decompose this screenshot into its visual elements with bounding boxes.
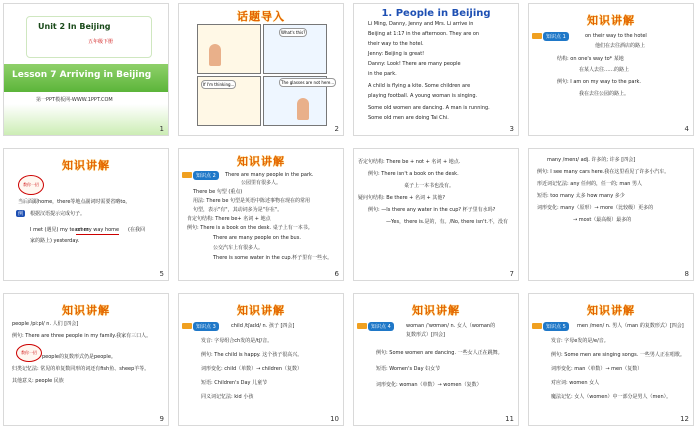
key-phrase-cn: 他们在去往酒店的路上 [595, 43, 646, 49]
text-line: 其他意义: people 民族 [12, 378, 64, 384]
slide-title: 知识讲解 [237, 155, 285, 168]
text-line: 同义词记忆法: kid 小孩 [201, 394, 254, 400]
slide-11[interactable] [353, 293, 519, 426]
text-line: There is some water in the cup.杯子里有一些水。 [213, 255, 333, 261]
text-line: 词形变化: man（单数）→ men（复数） [551, 366, 643, 372]
text-line: 我在去往公园的路上。 [579, 91, 630, 97]
exercise-text: I met (遇见) my teacher [30, 227, 89, 233]
text-line: 例句: I see many cars here.我在这里看见了许多小汽车。 [537, 169, 670, 175]
kid-figure-icon [297, 98, 309, 120]
point-tag: 知识点 4 [368, 322, 394, 331]
tip-text: people的复数形式仍是people。 [42, 354, 116, 360]
tip-badge: 教你一招 [16, 344, 42, 362]
slide-12[interactable] [528, 293, 694, 426]
text-line: 归类记忆法: 常见的单复数同形的词还有fish鱼、sheep羊等。 [12, 366, 150, 372]
key-phrase: on their way to the hotel [585, 33, 647, 39]
slide-9[interactable] [3, 293, 169, 426]
text-line: 桌子上一本书也没有。 [404, 183, 455, 189]
grass-footer [4, 104, 169, 136]
text-line: Danny: Look! There are many people [368, 61, 461, 67]
text-line: 例句: Some women are dancing. 一些女人正在跳舞。 [376, 350, 503, 356]
slide-title: 1. People in Beijing [381, 8, 491, 19]
speech-bubble-1: If I'm thinking... [203, 82, 235, 87]
slide-10[interactable] [178, 293, 344, 426]
slide-4[interactable] [528, 3, 694, 136]
slide-number: 10 [330, 415, 339, 423]
slide-3[interactable] [353, 3, 519, 136]
text-line: Li Ming, Danny, Jenny and Mrs. Li arrive in [368, 21, 474, 27]
slide-number: 3 [509, 125, 514, 133]
text-line: 例句: The child is happy. 这个孩子很高兴。 [201, 352, 303, 358]
text-line: 在某人去往……的路上 [579, 67, 630, 73]
text-line: 例句: Some men are singing songs. 一些男人正在唱歌。 [551, 352, 685, 358]
slide-number: 8 [684, 270, 689, 278]
exercise-text: (在我回 [128, 227, 145, 233]
instruction: 根据汉语提示完成句子。 [30, 211, 86, 217]
text-line: 对应词: women 女人 [551, 380, 600, 386]
text-line: → most（最高级）最多的 [573, 217, 632, 223]
text-line: 否定句结构: There be + not + 名词 + 地点. [358, 159, 461, 165]
speech-bubble-2: The glasses are not here... [281, 80, 335, 85]
slide-number: 4 [684, 125, 689, 133]
kid-figure-icon [209, 44, 221, 66]
unit-title: Unit 2 In Beijing [38, 22, 111, 31]
text-line: 结构: on one's way to* 某地 [557, 56, 624, 62]
text-line: 词形变化: many（原形）→ more（比较级）更多的 [537, 205, 654, 211]
text-line: 例句: There are three people in my family.我家有三口人。 [12, 333, 152, 339]
text-line: 形近词记忆法: any 任何的，任一的; man 男人 [537, 181, 643, 187]
slide-number: 7 [509, 270, 514, 278]
slide-title: 知识讲解 [62, 159, 110, 172]
text-line: 短语: Women's Day 妇女节 [376, 366, 441, 372]
pencil-icon [532, 323, 542, 329]
text-line: Some old men are doing Tai Chi. [368, 115, 449, 121]
point-tag: 知识点 1 [543, 32, 569, 41]
text-line: 公交汽车上有很多人。 [213, 245, 264, 251]
slide-8[interactable] [528, 148, 694, 281]
grade-label: 五年级下册 [88, 39, 114, 45]
slide-title: 知识讲解 [587, 14, 635, 27]
point-tag: 知识点 3 [193, 322, 219, 331]
slide-number: 6 [334, 270, 339, 278]
text-line: 句型，表示"有"，其动词多为是"存在"。 [193, 207, 283, 213]
slide-6[interactable] [178, 148, 344, 281]
slide-number: 9 [159, 415, 164, 423]
text-line: 词形变化: woman（单数）→ women（复数） [376, 382, 482, 388]
grammar-label: There be 句型 (重点) [193, 189, 243, 195]
point-tag: 知识点 5 [543, 322, 569, 331]
slide-title: 话题导入 [237, 10, 285, 23]
vocab-head: people /piːpl/ n. 人们 [四会] [12, 321, 79, 327]
pencil-icon [532, 33, 542, 39]
pencil-icon [357, 323, 367, 329]
comic-panel-1 [197, 24, 261, 74]
vocab-head: many /menɪ/ adj. 许多的; 许多 [四会] [547, 157, 636, 163]
speech-bubble-3: What's this? [281, 30, 306, 35]
text-line: 词形变化: child（单数）→ children（复数） [201, 366, 302, 372]
text-line: 肯定句结构: There be+ 名词 + 地点 [187, 216, 271, 222]
text-line: playing football. A young woman is singing. [368, 93, 478, 99]
text-line: in the park. [368, 71, 397, 77]
text-line: Beijing at 1:17 in the afternoon. They are on [368, 31, 480, 37]
slide-title: 知识讲解 [412, 304, 460, 317]
lesson-title: Lesson 7 Arriving in Beijing [12, 70, 152, 80]
text-line: 短语: Children's Day 儿童节 [201, 380, 268, 386]
slide-number: 11 [505, 415, 514, 423]
key-phrase: There are many people in the park. [225, 172, 314, 178]
slide-title: 知识讲解 [587, 304, 635, 317]
slide-title: 知识讲解 [237, 304, 285, 317]
vocab-head: woman /ˈwʊmən/ n. 女人（woman的 [406, 323, 496, 329]
text-line: 例句: There isn't a book on the desk. [368, 171, 459, 177]
vocab-head-2: 复数形式）[四会] [406, 332, 445, 338]
text-line: 魔法记忆: 女人（women）中一部分是男人（men）。 [551, 394, 672, 400]
text-line: Jenny: Beijing is great! [368, 51, 425, 57]
text-line: A child is flying a kite. Some children are [368, 83, 471, 89]
tip-badge: 教你一招 [18, 175, 44, 195]
slide-number: 2 [334, 125, 339, 133]
example-icon: 例 [18, 211, 24, 217]
vocab-head: men /men/ n. 男人（man 的复数形式）[四会] [577, 323, 684, 329]
vocab-head: child /tʃaɪld/ n. 孩子 [四会] [231, 323, 295, 329]
answer-blank[interactable]: on my way home [76, 227, 120, 233]
key-phrase-cn: 公园里有很多人。 [241, 180, 282, 186]
text-line: 发音: 字母e发的是/e/音。 [551, 338, 609, 344]
exercise-text: 家的路上) yesterday. [30, 238, 80, 244]
slide-number: 12 [680, 415, 689, 423]
slide-7[interactable] [353, 148, 519, 281]
text-line: 短语: too many 太多 how many 多少 [537, 193, 625, 199]
text-line: 疑问句结构: Be there + 名词 + 其他? [358, 195, 445, 201]
text-line: 例句: I am on my way to the park. [557, 79, 641, 85]
text-line: 例句: There is a book on the desk. 桌子上有一本书。 [187, 225, 313, 231]
point-tag: 知识点 2 [193, 171, 219, 180]
slide-2[interactable] [178, 3, 344, 136]
credit-text: 第一PPT模板网-WWW.1PPT.COM [36, 97, 113, 103]
text-line: their way to the hotel. [368, 41, 424, 47]
slide-number: 1 [159, 125, 164, 133]
pencil-icon [182, 172, 192, 178]
slide-1[interactable] [3, 3, 169, 136]
text-line: 用法: There be 句型是英语中陈述事物在现在的常用 [193, 198, 311, 204]
text-line: 发音: 字母组合ch发的是/tʃ/音。 [201, 338, 273, 344]
slide-number: 5 [159, 270, 164, 278]
text-line: Some old women are dancing. A man is running. [368, 105, 490, 111]
text-line: —Yes，there is.是的，有。/No, there isn't.不，没有 [386, 219, 509, 225]
text-line: There are many people on the bus. [213, 235, 301, 241]
slide-title: 知识讲解 [62, 304, 110, 317]
text-line: 例句: —Is there any water in the cup? 杯子里有水吗? [368, 207, 496, 213]
pencil-icon [182, 323, 192, 329]
slide-5[interactable] [3, 148, 169, 281]
tip-text: 当后面跟home，there等地点副词时需要省略to。 [18, 199, 131, 205]
